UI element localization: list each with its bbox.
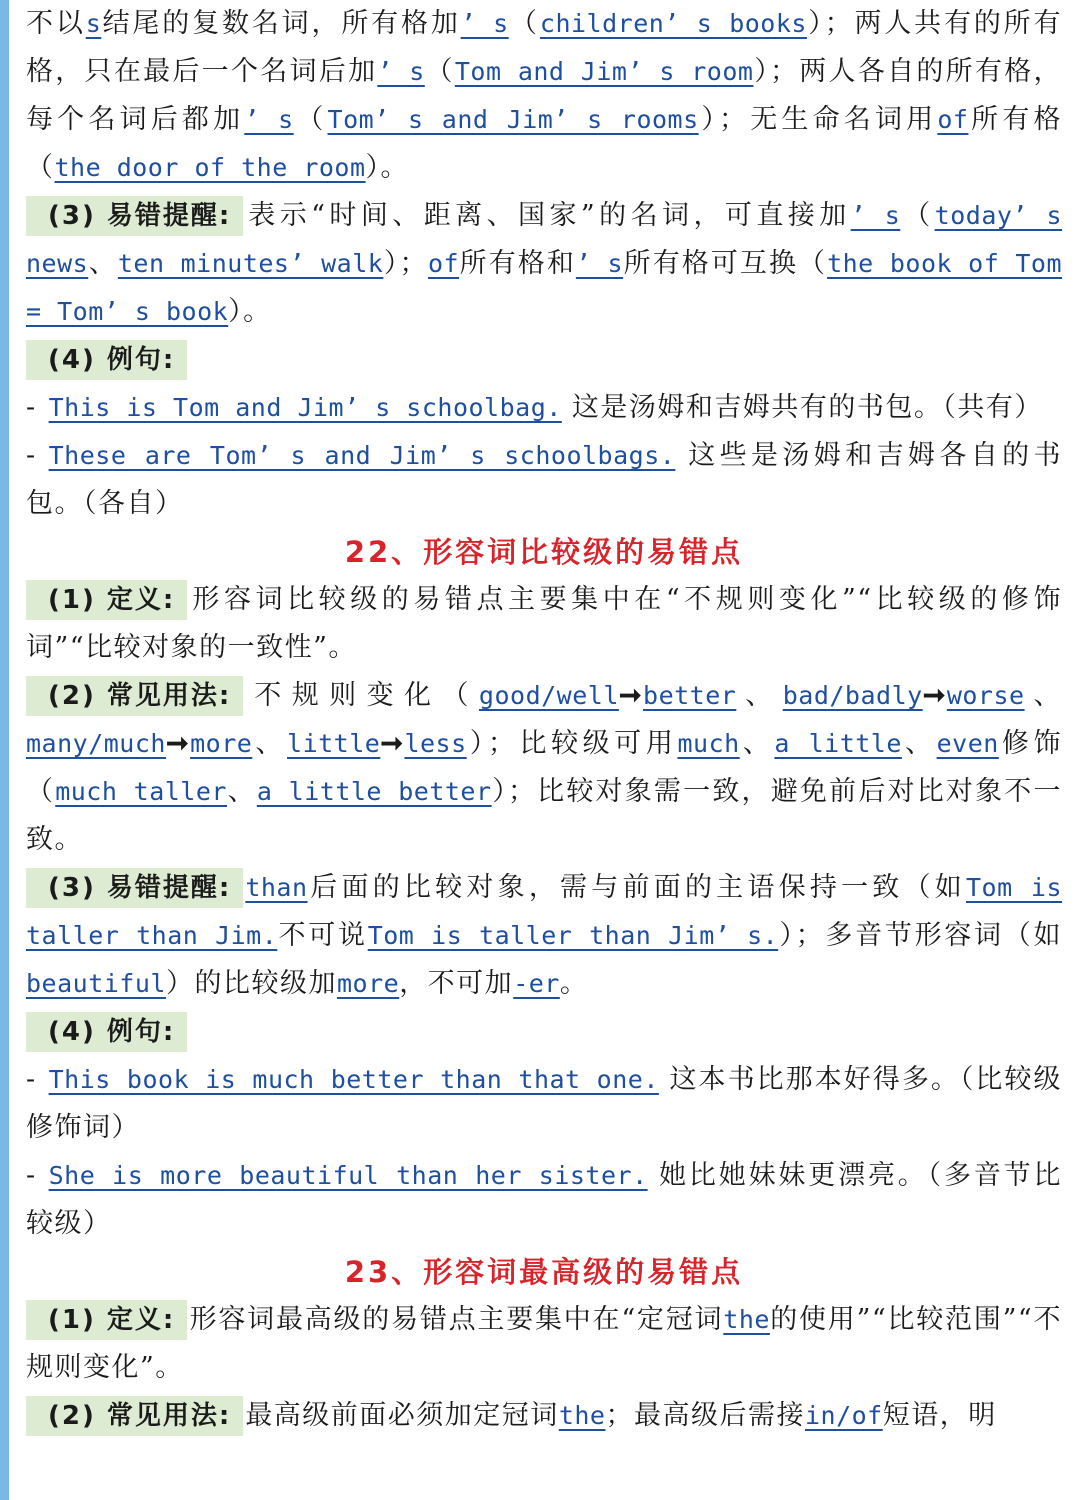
underlined-term: much — [677, 729, 740, 758]
example-english: This is Tom and Jim’ s schoolbag. — [48, 393, 562, 422]
text: ）；无生命名词用 — [698, 104, 938, 135]
paragraph-examples-tag — [26, 1008, 1062, 1056]
text: 短语，明 — [882, 1400, 997, 1431]
example-sentence — [26, 432, 1062, 528]
underlined-term: even — [936, 729, 999, 758]
section-tag: (3) 易错提醒: — [26, 868, 243, 908]
text: 形容词比较级的易错点主要集中在“不规则变化”“比较级的修饰词”“比较对象的一致性”。 — [26, 584, 1062, 663]
underlined-term: less — [404, 729, 467, 758]
text: ）；比较级可用 — [466, 728, 678, 759]
bullet-dash: - — [26, 1160, 37, 1191]
text: ，不可加 — [399, 968, 514, 999]
text: 后面的比较对象，需与前面的主语保持一致（如 — [307, 872, 966, 903]
underlined-term: more — [190, 729, 253, 758]
text: 。 — [559, 968, 589, 999]
underlined-term: the — [723, 1305, 770, 1334]
section-tag: (4) 例句: — [26, 1012, 187, 1052]
text: （ — [293, 104, 328, 135]
underlined-term: Tom’ s and Jim’ s rooms — [327, 105, 699, 134]
text: ）；比较对象需一致，避免前后对比对象不一致。 — [26, 776, 1063, 855]
text: 不以 — [26, 8, 86, 39]
text: 、 — [901, 728, 937, 759]
underlined-term: little — [287, 729, 381, 758]
text: 形容词最高级的易错点主要集中在“定冠词 — [189, 1304, 724, 1335]
text: ）。 — [228, 296, 272, 327]
underlined-term: a little — [774, 729, 902, 758]
underlined-term: the door of the room — [54, 153, 366, 182]
text: 修饰（ — [26, 728, 1063, 807]
section-heading-22: 22、形容词比较级的易错点 — [344, 535, 744, 569]
text: 、 — [226, 776, 257, 807]
example-sentence — [26, 1152, 1062, 1248]
paragraph-common-usage — [26, 672, 1062, 864]
bullet-dash: - — [26, 392, 37, 423]
example-chinese: 她比她妹妹更漂亮。（多音节比较级） — [26, 1160, 1063, 1239]
underlined-term: many/much — [26, 729, 166, 758]
example-chinese: 这些是汤姆和吉姆各自的书包。（各自） — [26, 440, 1062, 519]
underlined-term: Tom is taller than Jim’ s. — [367, 921, 779, 950]
text: 所有格可互换（ — [623, 248, 828, 279]
text: （ — [424, 56, 455, 87]
underlined-term: in/of — [804, 1401, 883, 1430]
text: 所有格和 — [459, 248, 576, 279]
text: ）；两人各自的所有格，每个名词后都加 — [26, 56, 1063, 135]
underlined-term: good/well — [478, 681, 619, 710]
underlined-term: beautiful — [26, 969, 166, 998]
underlined-term: today’ s news — [26, 201, 1063, 278]
example-chinese: 这本书比那本好得多。（比较级修饰词） — [26, 1064, 1062, 1143]
underlined-term: bad/badly — [782, 681, 923, 710]
text: ）； — [383, 248, 428, 279]
underlined-term: of — [937, 105, 969, 134]
example-sentence — [26, 1056, 1062, 1152]
text: ）。 — [365, 152, 410, 183]
text: 、 — [739, 728, 775, 759]
paragraph-definition — [26, 576, 1062, 672]
paragraph-examples-tag — [26, 336, 1062, 384]
paragraph-common-usage — [26, 1392, 1062, 1440]
paragraph-common-mistakes — [26, 192, 1062, 336]
arrow-icon: ➞ — [618, 680, 644, 711]
section-tag: (2) 常见用法: — [26, 676, 243, 716]
text: ；最高级后需接 — [605, 1400, 805, 1431]
section-tag: (4) 例句: — [26, 340, 187, 380]
text: 结尾的复数名词，所有格加 — [101, 8, 461, 39]
underlined-term: ten minutes’ walk — [117, 249, 384, 278]
underlined-term: children’ s books — [539, 9, 807, 38]
underlined-term: worse — [946, 681, 1025, 710]
underlined-term: ’ s — [377, 57, 425, 86]
section-tag: (3) 易错提醒: — [26, 196, 243, 236]
text: 所有格（ — [26, 104, 1063, 183]
underlined-term: a little better — [256, 777, 492, 806]
underlined-term: Tom is taller than Jim. — [26, 873, 1063, 950]
underlined-term: better — [643, 681, 737, 710]
underlined-term: ’ s — [460, 9, 509, 38]
example-chinese: 这是汤姆和吉姆共有的书包。（共有） — [571, 392, 1043, 423]
bullet-dash: - — [26, 1064, 37, 1095]
text: 、 — [736, 680, 783, 711]
underlined-term: the book of Tom = Tom’ s book — [26, 249, 1063, 326]
bullet-dash: - — [26, 440, 37, 471]
arrow-icon: ➞ — [165, 728, 191, 759]
document-page — [26, 0, 1062, 1440]
underlined-term: -er — [513, 969, 560, 998]
text: 、 — [88, 248, 118, 279]
paragraph-possessive-rules — [26, 0, 1062, 192]
paragraph-definition — [26, 1296, 1062, 1392]
text: 、 — [1024, 680, 1063, 711]
example-english: These are Tom’ s and Jim’ s schoolbags. — [48, 441, 676, 470]
underlined-term: Tom and Jim’ s room — [454, 57, 754, 86]
text: （ — [900, 200, 935, 231]
underlined-term: s — [85, 9, 102, 38]
arrow-icon: ➞ — [380, 728, 405, 759]
section-tag: (1) 定义: — [26, 580, 187, 620]
section-tag: (2) 常见用法: — [26, 1396, 243, 1436]
underlined-term: ’ s — [575, 249, 624, 278]
text: 表示“时间、距离、国家”的名词，可直接加 — [245, 200, 851, 231]
underlined-term: ’ s — [244, 105, 294, 134]
text: ）的比较级加 — [165, 968, 337, 999]
left-accent-bar — [0, 0, 9, 1500]
underlined-term: ’ s — [850, 201, 901, 230]
example-english: This book is much better than that one. — [48, 1065, 659, 1094]
text: 的使用”“比较范围”“不规则变化”。 — [26, 1304, 1062, 1383]
text: ）；两人共有的所有格，只在最后一个名词后加 — [26, 8, 1063, 87]
arrow-icon: ➞ — [922, 680, 947, 711]
text: （ — [508, 8, 540, 39]
underlined-term: of — [427, 249, 460, 278]
underlined-term: than — [245, 873, 308, 902]
underlined-term: much taller — [55, 777, 227, 806]
example-english: She is more beautiful than her sister. — [48, 1161, 648, 1190]
underlined-term: more — [336, 969, 400, 998]
section-tag: (1) 定义: — [26, 1300, 187, 1340]
section-heading-23: 23、形容词最高级的易错点 — [344, 1255, 744, 1289]
text: ）；多音节形容词（如 — [778, 920, 1062, 951]
underlined-term: the — [558, 1401, 606, 1430]
text: 最高级前面必须加定冠词 — [245, 1400, 559, 1431]
paragraph-common-mistakes — [26, 864, 1062, 1008]
example-sentence — [26, 384, 1062, 432]
text: 不可说 — [277, 920, 368, 951]
text: 不规则变化（ — [245, 680, 479, 711]
text: 、 — [252, 728, 288, 759]
